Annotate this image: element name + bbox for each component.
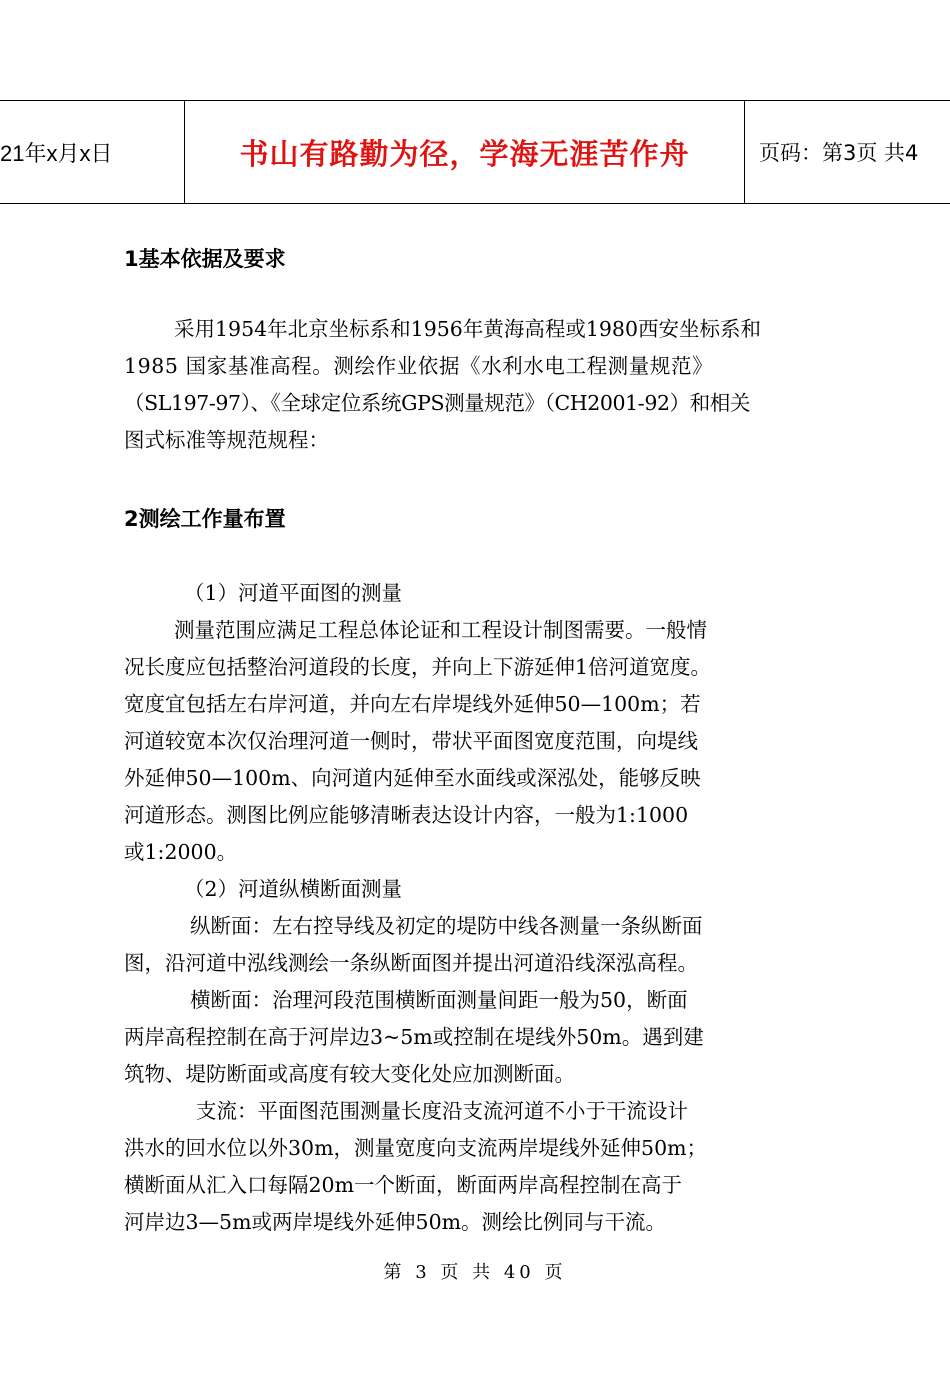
- paragraph-line: 况长度应包括整治河道段的长度，并向上下游延伸1倍河道宽度。: [124, 655, 712, 679]
- paragraph-line: 横断面从汇入口每隔20m一个断面，断面两岸高程控制在高于: [124, 1173, 683, 1197]
- paragraph-line: 筑物、堤防断面或高度有较大变化处应加测断面。: [124, 1062, 575, 1086]
- paragraph-line: 或1:2000。: [124, 840, 238, 864]
- paragraph-line: （SL197-97）、《全球定位系统GPS测量规范》（CH2001-92）和相关: [124, 391, 751, 415]
- paragraph-line: 支流：平面图范围测量长度沿支流河道不小于干流设计: [196, 1099, 688, 1123]
- header-motto: 书山有路勤为径，学海无涯苦作舟: [184, 101, 745, 203]
- paragraph-line: 测量范围应满足工程总体论证和工程设计制图需要。一般情: [174, 618, 707, 642]
- paragraph-line: 图，沿河道中泓线测绘一条纵断面图并提出河道沿线深泓高程。: [124, 951, 698, 975]
- paragraph-line: 横断面：治理河段范围横断面测量间距一般为50，断面: [190, 988, 688, 1012]
- subsection-heading: （2）河道纵横断面测量: [184, 877, 403, 901]
- header-date: [0, 101, 184, 203]
- header-page-number: 页码：第3页 共4: [759, 141, 919, 165]
- paragraph-line: 洪水的回水位以外30m，测量宽度向支流两岸堤线外延伸50m；: [124, 1136, 708, 1160]
- paragraph-line: 1985 国家基准高程。测绘作业依据《水利水电工程测量规范》: [124, 354, 714, 378]
- paragraph-line: 两岸高程控制在高于河岸边3~5m或控制在堤线外50m。遇到建: [124, 1025, 704, 1049]
- paragraph-line: 纵断面：左右控导线及初定的堤防中线各测量一条纵断面: [190, 914, 703, 938]
- section-heading-1: 1基本依据及要求: [124, 247, 286, 271]
- section-heading-2: 2测绘工作量布置: [124, 507, 286, 531]
- page-footer: 第 3 页 共 40 页: [383, 1262, 567, 1283]
- paragraph-line: 河道形态。测图比例应能够清晰表达设计内容，一般为1:1000: [124, 803, 689, 827]
- paragraph-line: 图式标准等规范规程：: [124, 428, 329, 452]
- paragraph-line: 河道较宽本次仅治理河道一侧时，带状平面图宽度范围，向堤线: [124, 729, 698, 753]
- header-date-text: 21年x月x日: [0, 140, 113, 166]
- paragraph-line: 外延伸50—100m、向河道内延伸至水面线或深泓处，能够反映: [124, 766, 701, 790]
- paragraph-line: 采用1954年北京坐标系和1956年黄海高程或1980西安坐标系和: [174, 317, 762, 341]
- paragraph-line: 宽度宜包括左右岸河道，并向左右岸堤线外延伸50—100m；若: [124, 692, 701, 716]
- paragraph-line: 河岸边3—5m或两岸堤线外延伸50m。测绘比例同与干流。: [124, 1210, 667, 1234]
- page-header: [0, 100, 950, 204]
- subsection-heading: （1）河道平面图的测量: [184, 581, 403, 605]
